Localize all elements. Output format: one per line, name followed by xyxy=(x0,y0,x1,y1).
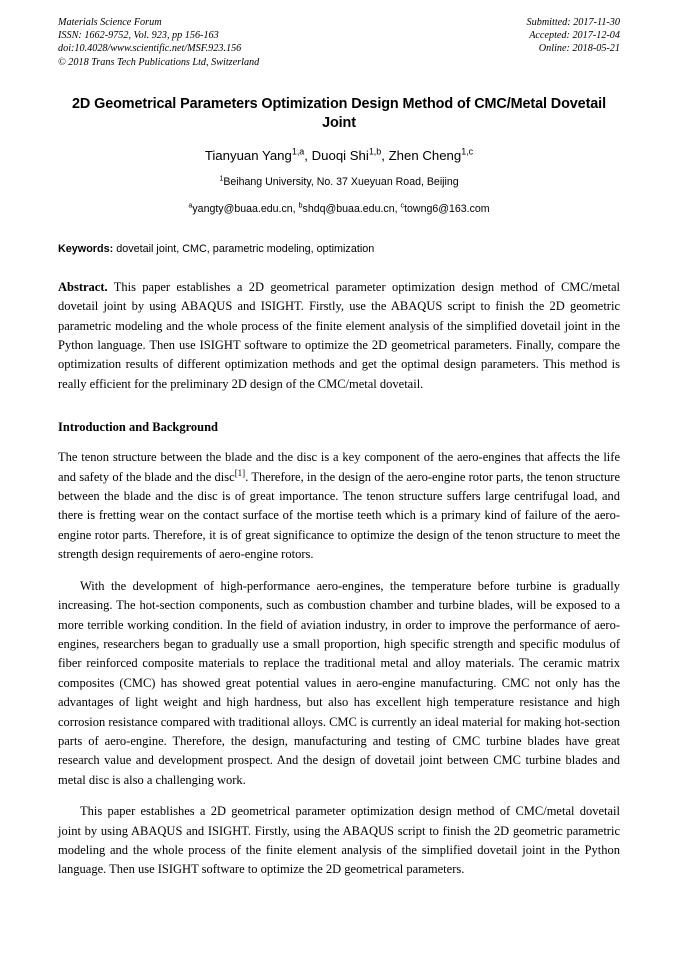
author-marker-2: 1,b xyxy=(368,146,382,157)
author-separator-1: , xyxy=(304,147,312,163)
abstract-block xyxy=(58,278,620,394)
author-name-2: Duoqi Shi xyxy=(311,147,369,163)
author-marker-1: 1,a xyxy=(291,146,305,157)
page-content xyxy=(58,16,620,880)
affiliation-text: Beihang University, No. 37 Xueyuan Road, Beijing xyxy=(223,175,459,188)
email-marker-3: c xyxy=(400,200,405,210)
paper-title: 2D Geometrical Parameters Optimization Design Method of CMC/Metal Dovetail Joint xyxy=(72,95,606,131)
affiliation xyxy=(58,175,620,189)
keywords-line xyxy=(58,242,620,256)
keywords-label: Keywords: xyxy=(58,242,114,255)
journal-header xyxy=(58,16,620,69)
paragraph-1-text-a: The tenon structure between the blade and the disc is a key component of the aero-engines that affects the life and safety of the blade and the disc xyxy=(58,450,620,484)
citation-ref-1[interactable]: [1] xyxy=(234,467,246,478)
journal-header-right xyxy=(527,16,620,56)
paragraph-3: This paper establishes a 2D geometrical parameter optimization design method of CMC/metal dovetail joint by using ABAQUS and ISIGHT. Firstly, using the ABAQUS script to finish the 2D geometric parametric modeling and the whole process of the finite element analysis of the simplified dovetail joint in the Python language. Then use ISIGHT software to optimize the 2D geometrical parameters. xyxy=(58,804,620,877)
email-marker-1: a xyxy=(188,200,193,210)
abstract-label: Abstract. xyxy=(58,279,108,294)
paragraph-2: With the development of high-performance aero-engines, the temperature before turbine is gradually increasing. The hot-section components, such as combustion chamber and turbine blades, will be exposed to a more terrible working condition. In the field of aviation industry, in order to improve the performance of aero-engines, researchers began to gradually use a small proportion, high specific strength and specific modulus of fiber reinforced composite materials to replace the traditional metal and alloy materials. The ceramic matrix composites (CMC) has showed great potential values in aero-engine manufacturing. CMC not only has the advantages of light weight and high hardness, but also has excellent high temperature resistance and high corrosion resistance compared with traditional alloys. CMC is currently an ideal material for making hot-section parts of aero-engine. Therefore, the design, manufacturing and testing of CMC turbine blades have great research value and development prospect. And the design of dovetail joint between CMC turbine blades and metal disc is also a challenging work. xyxy=(58,578,620,787)
abstract-text: This paper establishes a 2D geometrical parameter optimization design method of CMC/metal dovetail joint by using ABAQUS and ISIGHT. Firstly, use the ABAQUS script to finish the 2D geometric parametric modeling and the whole process of the finite element analysis of the simplified dovetail joint in the Python language. Then use ISIGHT software to optimize the 2D geometrical parameters. Finally, compare the optimization results of different optimization methods and get the optimal design parameters. This method is really efficient for the preliminary 2D design of the CMC/metal dovetail. xyxy=(58,279,620,391)
author-emails xyxy=(58,202,620,216)
journal-issn-volume: ISSN: 1662-9752, Vol. 923, pp 156-163 xyxy=(58,30,219,42)
journal-header-left xyxy=(58,16,259,69)
paragraph-1-text-b: . Therefore, in the design of the aero-engine rotor parts, the tenon structure between the blade and the disc is of great importance. The tenon structure suffers large centrifugal load, and there is fretting wear on the contact surface of the mortise teeth which is a primary kind of failure of the aero-engine rotor parts. Therefore, it is of great significance to optimize the design of the tenon structure to meet the strength design requirements of aero-engine rotors. xyxy=(58,469,620,562)
affiliation-marker: 1 xyxy=(219,173,224,183)
author-name-1: Tianyuan Yang xyxy=(204,147,292,163)
accepted-date: Accepted: 2017-12-04 xyxy=(529,30,620,42)
online-date: Online: 2018-05-21 xyxy=(538,43,620,55)
email-2[interactable]: shdq@buaa.edu.cn, xyxy=(302,202,401,215)
author-name-3: Zhen Cheng xyxy=(388,147,462,163)
author-separator-2: , xyxy=(381,147,389,163)
email-marker-2: b xyxy=(298,200,303,210)
email-1[interactable]: yangty@buaa.edu.cn, xyxy=(192,202,299,215)
submitted-date: Submitted: 2017-11-30 xyxy=(526,17,620,28)
paragraph-1 xyxy=(58,448,620,564)
author-marker-3: 1,c xyxy=(461,146,474,157)
journal-name: Materials Science Forum xyxy=(58,17,162,28)
email-3[interactable]: towng6@163.com xyxy=(404,202,490,215)
journal-copyright: © 2018 Trans Tech Publications Ltd, Switzerland xyxy=(58,56,260,68)
author-list xyxy=(58,147,620,164)
journal-doi: doi:10.4028/www.scientific.net/MSF.923.156 xyxy=(58,43,242,55)
keywords-value: dovetail joint, CMC, parametric modeling, optimization xyxy=(113,242,375,255)
section-heading-introduction: Introduction and Background xyxy=(58,420,219,435)
